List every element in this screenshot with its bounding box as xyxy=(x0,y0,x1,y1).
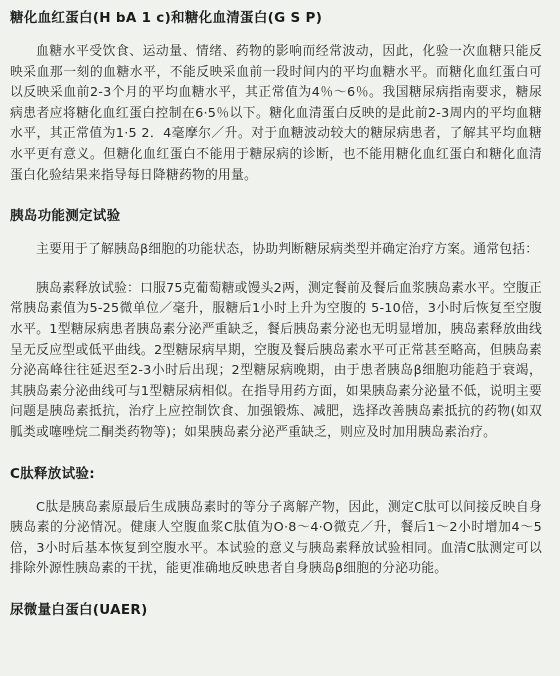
spacer xyxy=(10,28,542,42)
spacer xyxy=(10,444,542,464)
paragraph-insulin-release-test: 胰岛素释放试验：口服75克葡萄糖或馒头2两，测定餐前及餐后血浆胰岛素水平。空腹正常胰岛素值为5-25微单位／毫升，服糖后1小时上升为空腹的 5-10倍，3小时后恢复至空腹水平。1型糖尿病患者胰岛素分泌严重缺乏，餐后胰岛素分泌也无明显增加，胰岛素释放曲线呈无反应型或低平曲线。2型糖尿病早期，空腹及餐后胰岛素水平可正常甚至略高，但胰岛素分泌高峰往往延迟至2-3小时后出现；2型糖尿病晚期，由于患者胰岛β细胞功能趋于衰竭，其胰岛素分泌曲线可与1型糖尿病相似。在指导用药方面，如果胰岛素分泌量不低，说明主要问题是胰岛素抵抗，治疗上应控制饮食、加强锻炼、减肥，选择改善胰岛素抵抗的药物(如双胍类或噻唑烷二酮类药物等)；如果胰岛素分泌严重缺乏，则应及时加用胰岛素治疗。 xyxy=(10,280,542,440)
section-title-hba1c-gsp: 糖化血红蛋白(H bA 1 c)和糖化血清蛋白(G S P) xyxy=(10,10,323,26)
spacer xyxy=(10,261,542,279)
spacer xyxy=(10,186,542,206)
section-title-islet-function: 胰岛功能测定试验 xyxy=(10,208,121,225)
section-title-c-peptide: C肽释放试验: xyxy=(10,465,95,482)
paragraph-c-peptide: C肽是胰岛素原最后生成胰岛素时的等分子离解产物，因此，测定C肽可以间接反映自身胰岛素的分泌情况。健康人空腹血浆C肽值为O·8～4·O微克／升，餐后1～2小时增加4～5倍，3小时后基本恢复到空腹水平。本试验的意义与胰岛素释放试验相同。血清C肽测定可以排除外源性胰岛素的干扰，能更准确地反映患者自身胰岛β细胞的分泌功能。 xyxy=(10,499,542,577)
spacer xyxy=(10,484,542,498)
section-title-uaer: 尿微量白蛋白(UAER) xyxy=(10,601,148,618)
paragraph-islet-intro: 主要用于了解胰岛β细胞的功能状态，协助判断糖尿病类型并确定治疗方案。通常包括： xyxy=(36,242,539,258)
paragraph-hba1c-gsp: 血糖水平受饮食、运动量、情绪、药物的影响而经常波动，因此，化验一次血糖只能反映采血那一刻的血糖水平，不能反映采血前一段时间内的平均血糖水平。而糖化血红蛋白可以反映采血前2-3个月的平均血糖水平，其正常值为4％～6％。我国糖尿病指南要求，糖尿病患者应将糖化血红蛋白控制在6·5％以下。糖化血清蛋白反映的是此前2-3周内的平均血糖水平，其正常值为1·5 2．4毫摩尔／升。对于血糖波动较大的糖尿病患者，了解其平均血糖水平更有意义。但糖化血红蛋白不能用于糖尿病的诊断，也不能用糖化血红蛋白和糖化血清蛋白化验结果来指导每日降糖药物的用量。 xyxy=(10,44,542,183)
spacer xyxy=(10,226,542,240)
spacer xyxy=(10,580,542,600)
